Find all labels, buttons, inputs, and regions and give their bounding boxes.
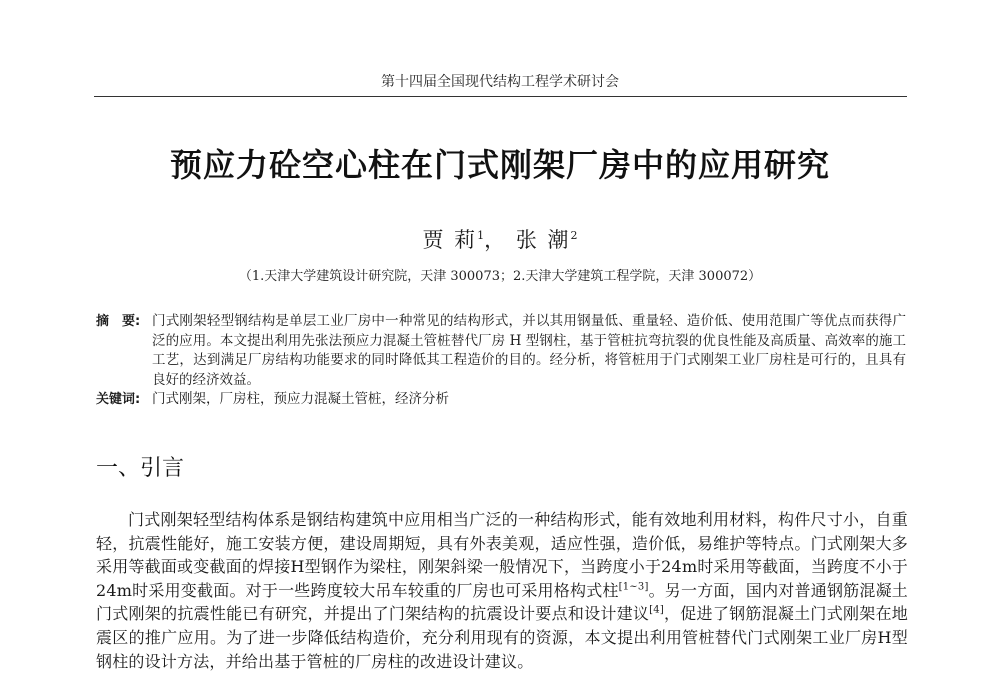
header-rule <box>94 96 907 97</box>
author-affil-mark: 2 <box>570 229 578 242</box>
keywords-label: 关键词: <box>96 392 141 407</box>
body-paragraph <box>96 508 908 673</box>
citation: [4] <box>649 605 664 617</box>
keywords-row <box>96 390 906 410</box>
author-line <box>0 224 1000 254</box>
abstract-block <box>96 312 906 410</box>
section-heading: 一、引言 <box>96 456 185 481</box>
citation: [1~3] <box>618 581 649 593</box>
author-name: 贾 莉 <box>422 228 478 252</box>
author-separator: ， <box>484 228 508 252</box>
running-header: 第十四届全国现代结构工程学术研讨会 <box>381 74 619 90</box>
abstract-text: 门式刚架轻型钢结构是单层工业厂房中一种常见的结构形式，并以其用钢量低、重量轻、造价低、使用范围广等优点而获得广泛的应用。本文提出利用先张法预应力混凝土管桩替代厂房 H 型钢柱，基于管桩抗弯抗裂的优良性能及高质量、高效率的施工工艺，达到满足厂房结构功能要求的同时降低其工程造价的目的。经分析，将管桩用于门式刚架工业厂房柱是可行的，且具有良好的经济效益。 <box>152 313 906 388</box>
author-affil-mark: 1 <box>477 229 485 242</box>
abstract-row <box>96 312 906 390</box>
keywords-text: 门式刚架，厂房柱，预应力混凝土管桩，经济分析 <box>152 391 449 407</box>
paragraph-text: 。另一方面，国内对普通钢筋混凝土门式刚架的抗震性能已有研究，并提出了门架结构的抗震设计要点和设计建议 <box>96 580 909 624</box>
affiliations: （1.天津大学建筑设计研究院，天津 300073；2.天津大学建筑工程学院，天津 300072） <box>238 269 762 284</box>
paragraph-text: 门式刚架轻型结构体系是钢结构建筑中应用相当广泛的一种结构形式，能有效地利用材料，构件尺寸小，自重轻，抗震性能好，施工安装方便，建设周期短，具有外表美观，适应性强，造价低，易维护等特点。门式刚架大多采用等截面或变截面的焊接H型钢作为梁柱，刚架斜梁一般情况下，当跨度小于24m时采用等截面，当跨度不小于24m时采用变截面。对于一些跨度较大吊车较重的厂房也可采用格构式柱 <box>96 510 908 600</box>
paragraph-text: ，促进了钢筋混凝土门式刚架在地震区的推广应用。为了进一步降低结构造价，充分利用现有的资源，本文提出利用管桩替代门式刚架工业厂房H型钢柱的设计方法，并给出基于管桩的厂房柱的改进设计建议。 <box>96 604 908 671</box>
paper-title: 预应力砼空心柱在门式刚架厂房中的应用研究 <box>169 146 830 184</box>
author-name: 张 潮 <box>515 228 571 252</box>
abstract-label: 摘 要: <box>96 314 141 329</box>
